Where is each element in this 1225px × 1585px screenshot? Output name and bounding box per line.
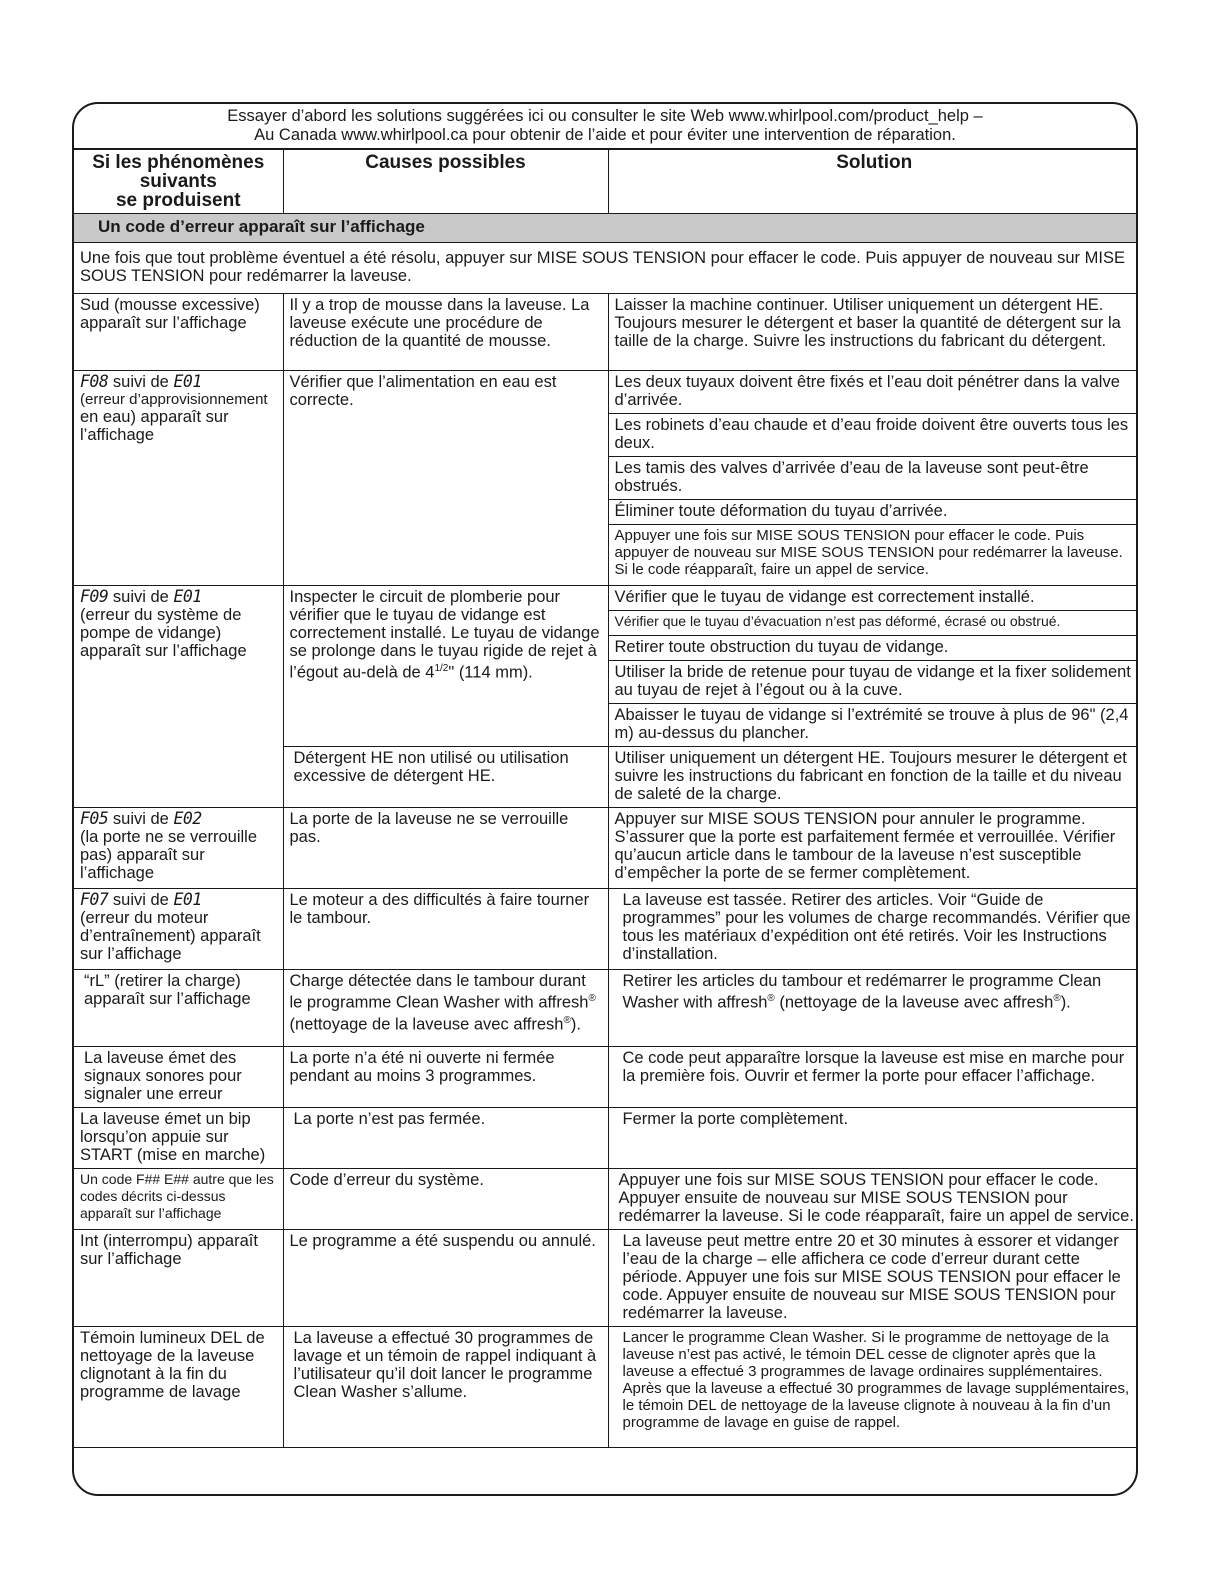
error-code: F08 [80,372,109,391]
solution-cell: La laveuse peut mettre entre 20 et 30 minutes à essorer et vidanger l’eau de la charge – elle affichera ce code d’erreur durant cette période. Appuyer une fois sur MISE SOUS TENSION pour effacer le code. Appuyer ensuite de nouveau sur MISE SOUS TENSION pour redémarrer la laveuse. [608,1230,1138,1327]
table-row [74,1230,1138,1327]
cause-cell: Code d’erreur du système. [283,1169,608,1230]
cause-cell: Le programme a été suspendu ou annulé. [283,1230,608,1327]
troubleshooting-table-frame [72,102,1138,1496]
error-code: F09 [80,587,109,606]
table-row [74,1327,1138,1448]
solution-cell: Lancer le programme Clean Washer. Si le programme de nettoyage de la laveuse n’est pas activé, le témoin DEL cesse de clignoter après que la laveuse a effectué 3 programmes de lavage ordinaires supplémentaires. Après que la laveuse a effectué 30 programmes de lavage supplémentaires, le témoin DEL de nettoyage de la laveuse clignote à nouveau à la fin d’un programme de lavage en guise de rappel. [608,1327,1138,1448]
symptom-cell: F08 suivi de E01 (erreur d’approvisionnement en eau) apparaît sur l’affichage [74,371,283,586]
solution-cell: Les robinets d’eau chaude et d’eau froide doivent être ouverts tous les deux. [608,414,1138,457]
symptom-cell: F05 suivi de E02 (la porte ne se verrouille pas) apparaît sur l’affichage [74,808,283,889]
solution-cell: Les deux tuyaux doivent être fixés et l’eau doit pénétrer dans la valve d’arrivée. [608,371,1138,414]
error-code: E02 [173,809,202,828]
table-row [74,1169,1138,1230]
error-code: E01 [173,372,202,391]
table-row [74,970,1138,1047]
solution-cell: Éliminer toute déformation du tuyau d’arrivée. [608,500,1138,525]
cause-cell: La porte de la laveuse ne se verrouille pas. [283,808,608,889]
solution-cell: Appuyer sur MISE SOUS TENSION pour annuler le programme. S’assurer que la porte est parfaitement fermée et verrouillée. Vérifier qu’aucun article dans le tambour de la laveuse n’est susceptible d’empêcher la porte de se fermer complètement. [608,808,1138,889]
symptom-cell: Sud (mousse excessive) apparaît sur l’affichage [74,294,283,371]
cause-cell: Inspecter le circuit de plomberie pour vérifier que le tuyau de vidange est correctement installé. Le tuyau de vidange se prolonge dans le tuyau rigide de rejet à l’égout au-delà de $4^{1/2}$" (114 mm). [283,586,608,747]
table-row [74,1108,1138,1169]
cause-cell: Charge détectée dans le tambour durant le programme Clean Washer with affresh® (nettoyage de la laveuse avec affresh®). [283,970,608,1047]
error-code: F07 [80,890,109,909]
cause-cell: La laveuse a effectué 30 programmes de lavage et un témoin de rappel indiquant à l’utilisateur qu’il doit lancer le programme Clean Washer s’allume. [283,1327,608,1448]
solution-cell: Ce code peut apparaître lorsque la laveuse est mise en marche pour la première fois. Ouvrir et fermer la porte pour effacer l’affichage. [608,1047,1138,1108]
table-row [74,586,1138,611]
intro-text [74,104,1136,150]
solution-cell: Retirer les articles du tambour et redémarrer le programme Clean Washer with affresh® (nettoyage de la laveuse avec affresh®). [608,970,1138,1047]
solution-cell: Retirer toute obstruction du tuyau de vidange. [608,636,1138,661]
troubleshooting-table [74,150,1138,1448]
section-note-row [74,243,1138,294]
solution-cell: Vérifier que le tuyau d’évacuation n’est pas déformé, écrasé ou obstrué. [608,611,1138,636]
solution-cell: Utiliser uniquement un détergent HE. Toujours mesurer le détergent et suivre les instructions du fabricant en fonction de la taille et du niveau de saleté de la charge. [608,747,1138,808]
table-row [74,808,1138,889]
symptom-cell: F07 suivi de E01 (erreur du moteur d’entraînement) apparaît sur l’affichage [74,889,283,970]
section-note: Une fois que tout problème éventuel a été résolu, appuyer sur MISE SOUS TENSION pour effacer le code. Puis appuyer de nouveau sur MISE SOUS TENSION pour redémarrer la laveuse. [74,243,1138,294]
cause-cell: Détergent HE non utilisé ou utilisation excessive de détergent HE. [283,747,608,808]
symptom-cell: Un code F## E## autre que les codes décrits ci-dessus apparaît sur l’affichage [74,1169,283,1230]
solution-cell: Abaisser le tuyau de vidange si l’extrémité se trouve à plus de 96" (2,4 m) au-dessus du plancher. [608,704,1138,747]
section-title: Un code d’erreur apparaît sur l’affichage [74,214,1138,243]
symptom-cell: F09 suivi de E01 (erreur du système de pompe de vidange) apparaît sur l’affichage [74,586,283,808]
solution-cell: Vérifier que le tuyau de vidange est correctement installé. [608,586,1138,611]
intro-line-1: Essayer d’abord les solutions suggérées ici ou consulter le site Web www.whirlpool.com/product_help – [227,107,983,125]
header-symptom: Si les phénomènes suivants se produisent [74,150,283,214]
solution-cell: Utiliser la bride de retenue pour tuyau de vidange et la fixer solidement au tuyau de rejet à l’égout ou à la cuve. [608,661,1138,704]
header-row [74,150,1138,214]
symptom-cell: La laveuse émet un bip lorsqu’on appuie sur START (mise en marche) [74,1108,283,1169]
header-solution: Solution [608,150,1138,214]
table-row [74,889,1138,970]
error-code: E01 [173,890,202,909]
solution-cell: Laisser la machine continuer. Utiliser uniquement un détergent HE. Toujours mesurer le détergent et baser la quantité de détergent sur la taille de la charge. Suivre les instructions du fabricant du détergent. [608,294,1138,371]
symptom-cell: Témoin lumineux DEL de nettoyage de la laveuse clignotant à la fin du programme de lavage [74,1327,283,1448]
table-row [74,294,1138,371]
symptom-cell: La laveuse émet des signaux sonores pour signaler une erreur [74,1047,283,1108]
solution-cell: Appuyer une fois sur MISE SOUS TENSION pour effacer le code. Puis appuyer de nouveau sur MISE SOUS TENSION pour redémarrer la laveuse. Si le code réapparaît, faire un appel de service. [608,525,1138,586]
intro-line-2: Au Canada www.whirlpool.ca pour obtenir de l’aide et pour éviter une intervention de réparation. [254,126,956,144]
table-row [74,371,1138,414]
solution-cell: Fermer la porte complètement. [608,1108,1138,1169]
cause-cell: La porte n’a été ni ouverte ni fermée pendant au moins 3 programmes. [283,1047,608,1108]
error-code: E01 [173,587,202,606]
symptom-cell: Int (interrompu) apparaît sur l’affichage [74,1230,283,1327]
solution-cell: Les tamis des valves d’arrivée d’eau de la laveuse sont peut-être obstrués. [608,457,1138,500]
cause-cell: La porte n’est pas fermée. [283,1108,608,1169]
section-row [74,214,1138,243]
error-code: F05 [80,809,109,828]
header-cause: Causes possibles [283,150,608,214]
solution-cell: Appuyer une fois sur MISE SOUS TENSION pour effacer le code. Appuyer ensuite de nouveau sur MISE SOUS TENSION pour redémarrer la laveuse. Si le code réapparaît, faire un appel de service. [608,1169,1138,1230]
cause-cell: Le moteur a des difficultés à faire tourner le tambour. [283,889,608,970]
table-row [74,1047,1138,1108]
solution-cell: La laveuse est tassée. Retirer des articles. Voir “Guide de programmes” pour les volumes de charge recommandés. Vérifier que tous les matériaux d’expédition ont été retirés. Voir les Instructions d’installation. [608,889,1138,970]
symptom-cell: “rL” (retirer la charge) apparaît sur l’affichage [74,970,283,1047]
cause-cell: Vérifier que l’alimentation en eau est correcte. [283,371,608,586]
cause-cell: Il y a trop de mousse dans la laveuse. La laveuse exécute une procédure de réduction de la quantité de mousse. [283,294,608,371]
